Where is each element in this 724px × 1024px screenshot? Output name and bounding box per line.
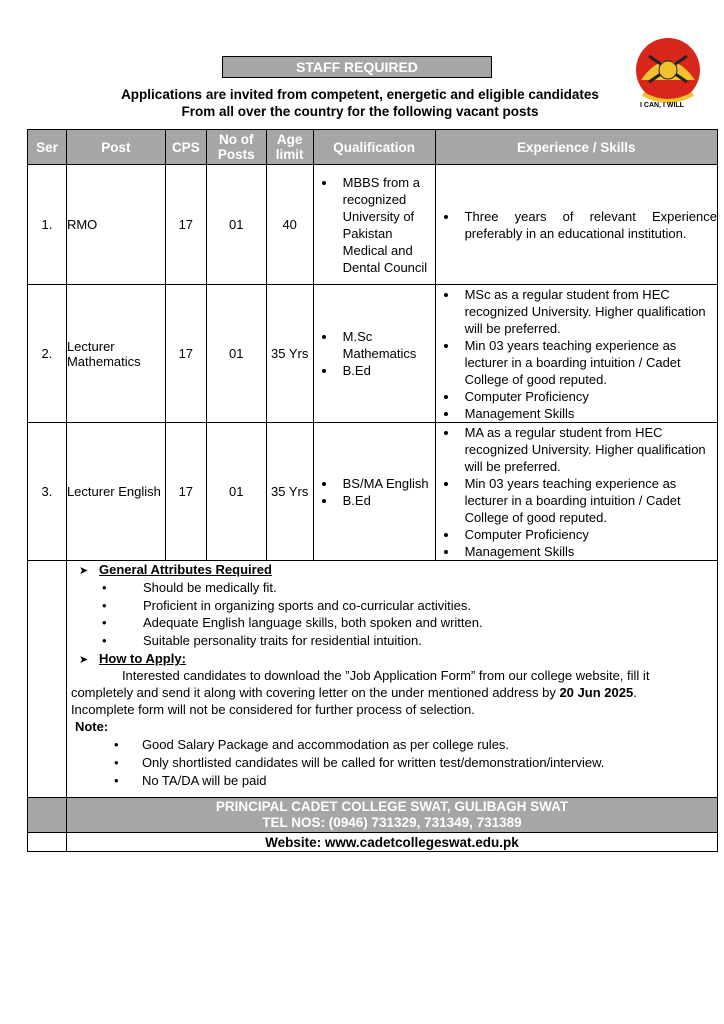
bullet-icon: • [101, 580, 107, 595]
list-item: • Computer Proficiency [459, 388, 717, 405]
general-section-row [28, 561, 718, 798]
cell-post: Lecturer English [66, 423, 165, 561]
cell-experience [435, 423, 717, 561]
cell-post: Lecturer Mathematics [66, 285, 165, 423]
header-cps: CPS [165, 130, 206, 165]
note-title: Note: [74, 719, 109, 734]
list-item: • MSc as a regular student from HEC recognized University. Higher qualification will be preferred. [459, 286, 717, 337]
general-left-cell [28, 561, 67, 798]
bullet-icon: • [101, 598, 107, 613]
bullet-icon: • [101, 615, 107, 630]
general-item: Adequate English language skills, both spoken and written. [142, 615, 483, 630]
cell-no-posts: 01 [206, 285, 266, 423]
note-item: Good Salary Package and accommodation as per college rules. [141, 737, 510, 752]
note-item: Only shortlisted candidates will be called for written test/demonstration/interview. [141, 755, 605, 770]
vacancy-table [27, 129, 718, 852]
cell-cps: 17 [165, 423, 206, 561]
intro-line-1: Applications are invited from competent, energetic and eligible candidates [121, 87, 599, 102]
header-qualification: Qualification [313, 130, 435, 165]
list-item: • MA as a regular student from HEC recognized University. Higher qualification will be preferred. [459, 424, 717, 475]
apply-line-2-text: completely and send it along with covering letter on the under mentioned address by [70, 685, 560, 700]
website-row [28, 833, 718, 852]
page-title: STAFF REQUIRED [222, 56, 492, 78]
cell-experience [435, 165, 717, 285]
general-heading [79, 562, 272, 577]
header-no-posts: No of Posts [206, 130, 266, 165]
table-row [28, 165, 718, 285]
cell-qualification [313, 165, 435, 285]
apply-line-2 [71, 685, 637, 700]
general-section [66, 561, 717, 798]
header-age: Age limit [266, 130, 313, 165]
cell-age: 35 Yrs [266, 423, 313, 561]
apply-line-2-end: . [633, 685, 637, 700]
cell-cps: 17 [165, 165, 206, 285]
cell-no-posts: 01 [206, 165, 266, 285]
footer-line-1: PRINCIPAL CADET COLLEGE SWAT, GULIBAGH SWAT [215, 799, 569, 814]
table-header-row [28, 130, 718, 165]
list-item: • Min 03 years teaching experience as lecturer in a boarding intuition / Cadet College of good reputed. [459, 475, 717, 526]
general-item: Suitable personality traits for residential intuition. [142, 633, 422, 648]
apply-title: How to Apply: [99, 651, 186, 666]
cell-post: RMO [66, 165, 165, 285]
cell-no-posts: 01 [206, 423, 266, 561]
arrow-icon: ➤ [78, 654, 89, 666]
cell-cps: 17 [165, 285, 206, 423]
footer-line-2: TEL NOS: (0946) 731329, 731349, 731389 [262, 815, 522, 830]
list-item: • Three years of relevant Experience preferably in an educational institution. [459, 208, 717, 242]
apply-heading [79, 651, 186, 666]
intro-line-2: From all over the country for the following vacant posts [181, 104, 539, 119]
apply-line-3: Incomplete form will not be considered for further process of selection. [70, 702, 475, 717]
note-item: No TA/DA will be paid [141, 773, 267, 788]
cell-age: 40 [266, 165, 313, 285]
bullet-icon: • [113, 755, 119, 770]
list-item: • Management Skills [459, 543, 717, 560]
general-item: Should be medically fit. [142, 580, 277, 595]
header-experience: Experience / Skills [435, 130, 717, 165]
cell-qualification [313, 285, 435, 423]
table-row [28, 285, 718, 423]
website-link[interactable]: Website: www.cadetcollegeswat.edu.pk [66, 833, 717, 852]
bullet-icon: • [113, 773, 119, 788]
list-item: • Management Skills [459, 405, 717, 422]
cell-age: 35 Yrs [266, 285, 313, 423]
header-ser: Ser [28, 130, 67, 165]
bullet-icon: • [101, 633, 107, 648]
list-item: • B.Ed [337, 492, 435, 509]
list-item: • M.Sc Mathematics [337, 328, 435, 362]
list-item: • Computer Proficiency [459, 526, 717, 543]
list-item: • MBBS from a recognized University of Pakistan Medical and Dental Council [337, 174, 435, 276]
logo-motto: I CAN, I WILL [640, 102, 684, 109]
list-item: • BS/MA English [337, 475, 435, 492]
apply-deadline: 20 Jun 2025 [559, 685, 634, 700]
cell-experience [435, 285, 717, 423]
bullet-icon: • [113, 737, 119, 752]
cell-qualification [313, 423, 435, 561]
footer-row [28, 798, 718, 833]
cell-ser: 3. [28, 423, 67, 561]
list-item: • B.Ed [337, 362, 435, 379]
website-left-cell [28, 833, 67, 852]
arrow-icon: ➤ [78, 565, 89, 577]
list-item: • Min 03 years teaching experience as lecturer in a boarding intuition / Cadet College of good reputed. [459, 337, 717, 388]
cell-ser: 1. [28, 165, 67, 285]
general-item: Proficient in organizing sports and co-curricular activities. [142, 598, 471, 613]
general-title: General Attributes Required [99, 562, 272, 577]
footer-address [66, 798, 717, 833]
table-row [28, 423, 718, 561]
footer-left-cell [28, 798, 67, 833]
apply-line-1: Interested candidates to download the ”Job Application Form” from our college website, fill it [121, 668, 650, 683]
header-post: Post [66, 130, 165, 165]
cell-ser: 2. [28, 285, 67, 423]
